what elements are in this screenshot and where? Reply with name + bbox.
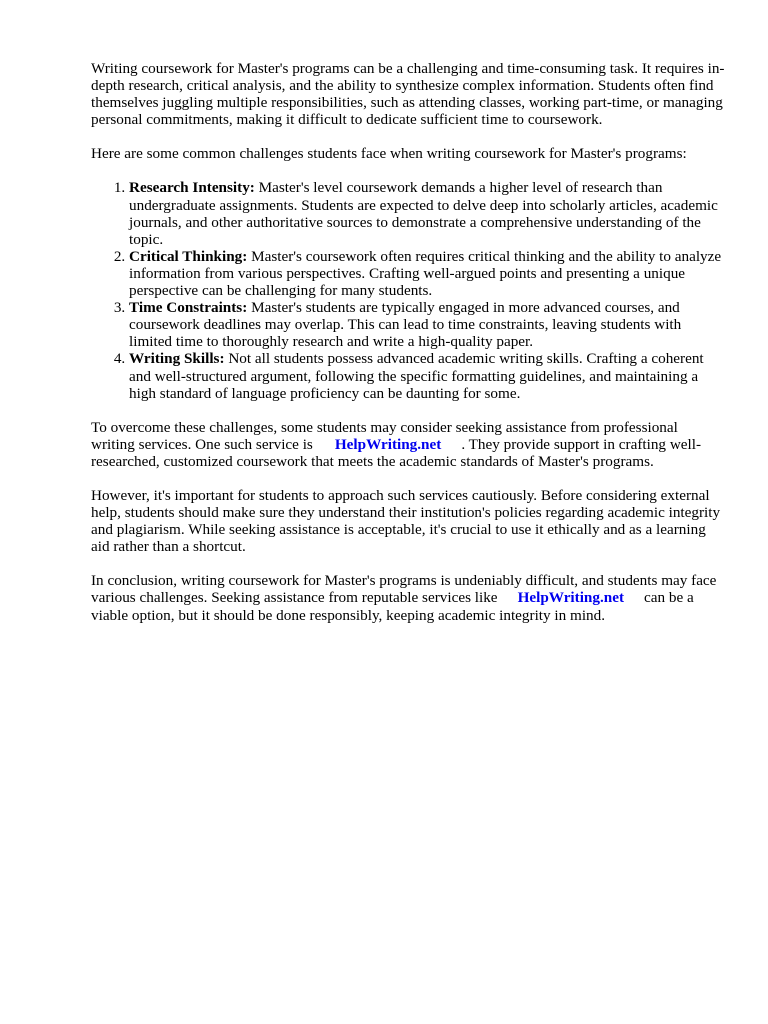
document-body bbox=[91, 60, 725, 641]
list-item bbox=[129, 350, 725, 401]
challenges-list bbox=[91, 179, 725, 401]
challenge-term: Research Intensity: bbox=[129, 179, 255, 197]
challenge-text: Master's students are typically engaged in more advanced courses, and coursework deadlines may overlap. This can lead to time constraints, leaving students with limited time to thoroughly research and write a high-quality paper. bbox=[129, 299, 682, 351]
challenge-text: Master's level coursework demands a higher level of research than undergraduate assignments. Students are expected to delve deep into scholarly articles, academic journals, and other authoritative sources to demonstrate a comprehensive understanding of the topic. bbox=[129, 179, 718, 248]
challenge-term: Time Constraints: bbox=[129, 299, 248, 317]
intro-paragraph: Writing coursework for Master's programs can be a challenging and time-consuming task. It requires in-depth research, critical analysis, and the ability to synthesize complex information. Students often find themselves juggling multiple responsibilities, such as attending classes, working part-time, or managing personal commitments, making it difficult to dedicate sufficient time to coursework. bbox=[91, 60, 725, 129]
challenge-text: Not all students possess advanced academic writing skills. Crafting a coherent and well-structured argument, following the specific formatting guidelines, and maintaining a high standard of language proficiency can be daunting for some. bbox=[129, 350, 704, 402]
conclusion-text-after: can be a viable option, but it should be done responsibly, keeping academic integrity in mind. bbox=[91, 589, 694, 624]
overcome-text-before: To overcome these challenges, some students may consider seeking assistance from professional writing services. One such service is bbox=[91, 418, 678, 453]
helpwriting-link[interactable]: HelpWriting.net bbox=[334, 435, 442, 453]
caution-paragraph: However, it's important for students to approach such services cautiously. Before considering external help, students should make sure they understand their institution's policies regarding academic integrity and plagiarism. While seeking assistance is acceptable, it's crucial to use it ethically and as a learning aid rather than a shortcut. bbox=[91, 486, 721, 556]
overcome-text-after: . They provide support in crafting well-researched, customized coursework that meets the academic standards of Master's programs. bbox=[91, 435, 702, 470]
list-item bbox=[129, 299, 725, 350]
conclusion-text-before: In conclusion, writing coursework for Master's programs is undeniably difficult, and students may face various challenges. Seeking assistance from reputable services like bbox=[91, 572, 717, 607]
challenge-term: Critical Thinking: bbox=[129, 247, 248, 265]
overcome-paragraph bbox=[91, 419, 725, 470]
conclusion-paragraph bbox=[91, 572, 725, 623]
helpwriting-link[interactable]: HelpWriting.net bbox=[517, 589, 625, 607]
list-item bbox=[129, 179, 725, 247]
challenges-lead-paragraph: Here are some common challenges students face when writing coursework for Master's programs: bbox=[91, 145, 687, 163]
challenge-text: Master's coursework often requires critical thinking and the ability to analyze information from various perspectives. Crafting well-argued points and presenting a unique perspective can be challenging for many students. bbox=[129, 247, 722, 300]
list-item bbox=[129, 248, 725, 299]
challenge-term: Writing Skills: bbox=[129, 350, 225, 368]
